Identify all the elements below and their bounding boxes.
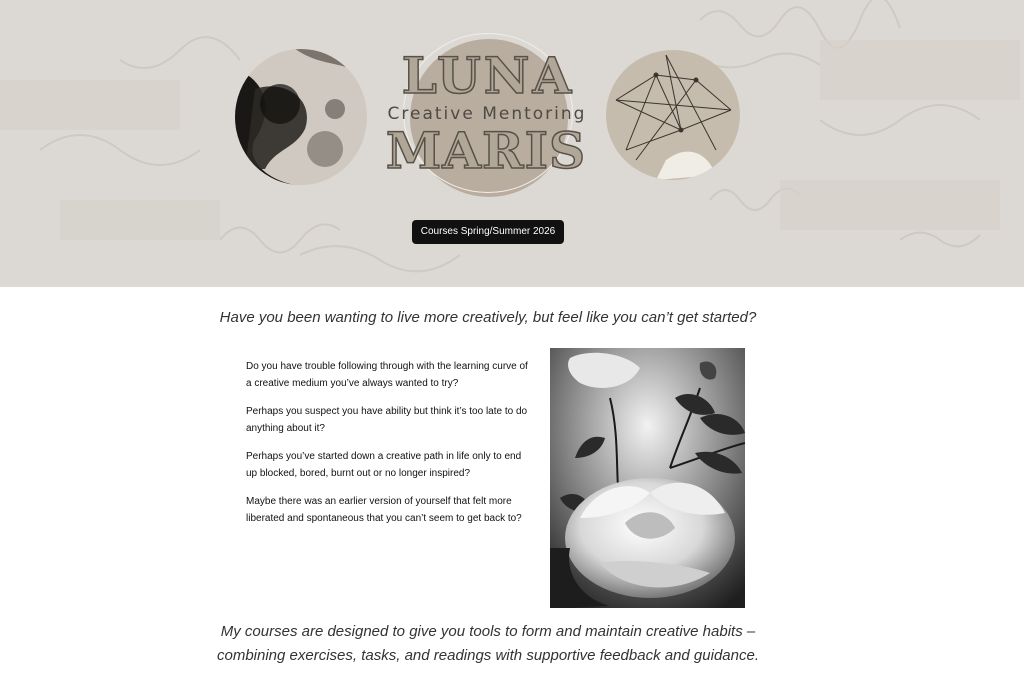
closing-line-2: combining exercises, tasks, and readings with supportive feedback and guidance. xyxy=(217,647,759,664)
intro-question: Have you been wanting to live more creatively, but feel like you can’t get started? xyxy=(219,309,757,326)
black-and-white-rose-photo xyxy=(550,348,745,608)
logo-subtitle: Creative Mentoring xyxy=(387,104,587,124)
logo-title-luna: LUNA xyxy=(401,46,575,105)
paragraph-4: Maybe there was an earlier version of yourself that felt more liberated and spontaneous that you can’t seem to get back to? xyxy=(246,496,522,524)
ink-texture-image xyxy=(235,49,367,185)
hero-banner xyxy=(0,0,1024,287)
intro-question-container xyxy=(0,308,976,328)
paragraph-2: Perhaps you suspect you have ability but think it’s too late to do anything about it? xyxy=(246,406,528,434)
logo-title-maris: MARIS xyxy=(385,121,587,180)
string-network-image xyxy=(606,50,740,180)
intro-paragraphs xyxy=(246,358,530,538)
closing-line-1: My courses are designed to give you tools to form and maintain creative habits – xyxy=(220,623,756,640)
paragraph-1: Do you have trouble following through with the learning curve of a creative medium you’ve always wanted to try? xyxy=(246,361,528,389)
closing-statement xyxy=(0,620,976,668)
courses-button[interactable]: Courses Spring/Summer 2026 xyxy=(412,220,564,244)
paragraph-3: Perhaps you’ve started down a creative path in life only to end up blocked, bored, burnt out or no longer inspired? xyxy=(246,451,522,479)
